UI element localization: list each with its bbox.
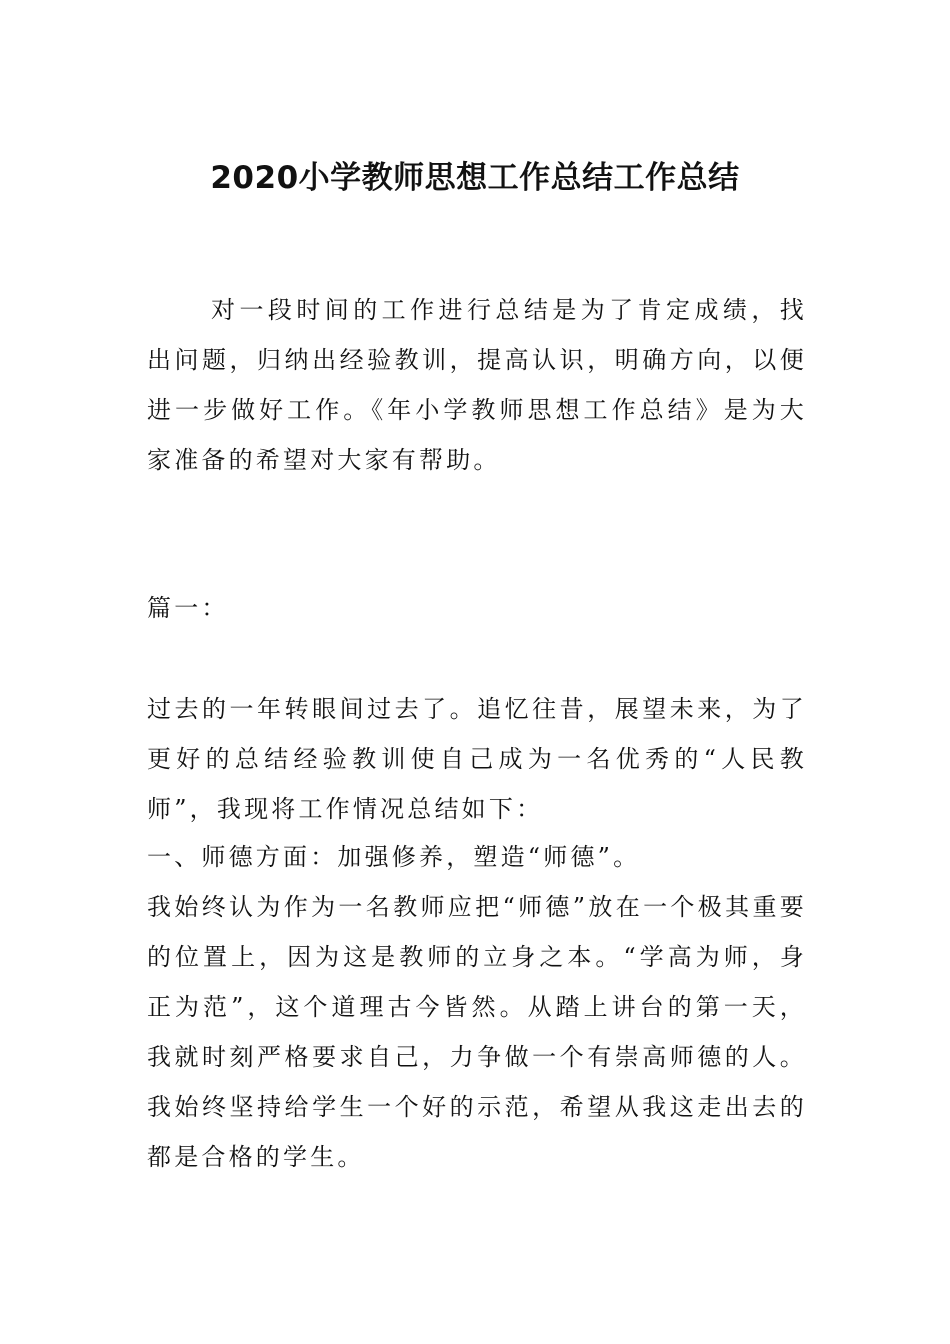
document-title: 2020小学教师思想工作总结工作总结 (210, 160, 740, 196)
body-paragraph-1: 过去的一年转眼间过去了。追忆往昔，展望未来，为了更好的总结经验教训使自己成为一名优秀的“人民教师”，我现将工作情况总结如下： (147, 695, 807, 823)
section-heading-1: 一、师德方面：加强修养，塑造“师德”。 (147, 843, 641, 871)
section-label: 篇一： (147, 594, 229, 622)
intro-paragraph: 对一段时间的工作进行总结是为了肯定成绩，找出问题，归纳出经验教训，提高认识，明确方向，以便进一步做好工作。《年小学教师思想工作总结》是为大家准备的希望对大家有帮助。 (147, 296, 807, 474)
body-paragraph-2: 我始终认为作为一名教师应把“师德”放在一个极其重要的位置上，因为这是教师的立身之本。“学高为师，身正为范”，这个道理古今皆然。从踏上讲台的第一天，我就时刻严格要求自己，力争做一个有崇高师德的人。我始终坚持给学生一个好的示范，希望从我这走出去的都是合格的学生。 (147, 893, 807, 1171)
